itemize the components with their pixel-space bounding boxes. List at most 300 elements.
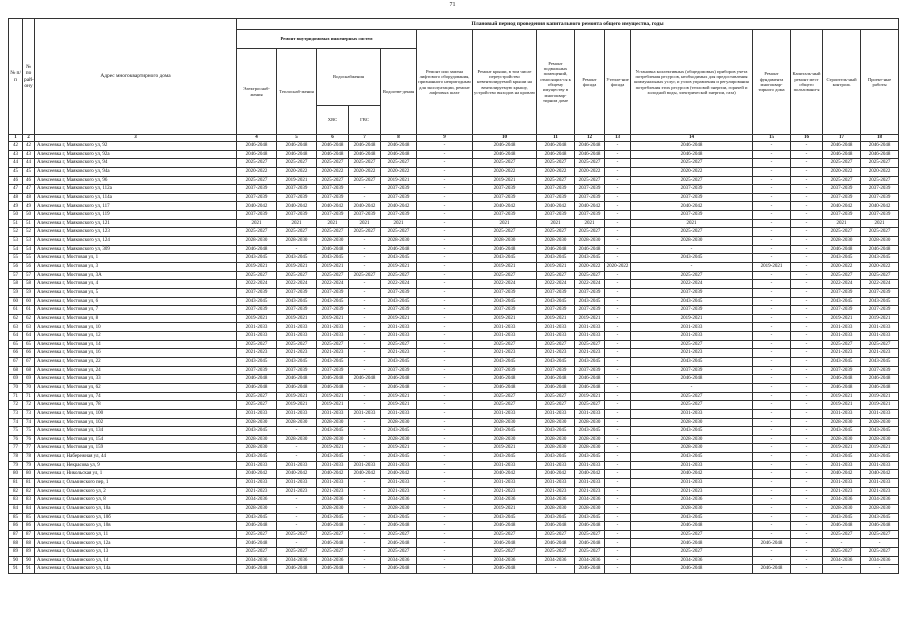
table-row — [9, 297, 899, 306]
table-cell: 2037-2039 — [277, 288, 317, 297]
table-cell: 2037-2039 — [575, 288, 605, 297]
table-cell: 2037-2039 — [381, 288, 417, 297]
table-cell: - — [417, 332, 473, 341]
table-cell: 2028-2030 — [381, 418, 417, 427]
table-cell: - — [791, 478, 823, 487]
header-planned-period: Плановый период проведения капитального ремонта общего имущества, годы — [237, 19, 899, 30]
table-cell: 2028-2030 — [631, 418, 753, 427]
table-cell: 2037-2039 — [317, 211, 349, 220]
table-cell: 2019-2021 — [861, 314, 899, 323]
table-row — [9, 539, 899, 548]
table-cell: 2043-2045 — [861, 427, 899, 436]
table-cell: 2046-2048 — [317, 565, 349, 574]
table-cell: 2031-2033 — [473, 461, 537, 470]
table-cell: 70 — [23, 383, 35, 392]
table-cell: 2019-2021 — [473, 314, 537, 323]
table-cell: 2031-2033 — [861, 409, 899, 418]
address-cell: Алексеевка г, Мостовая ул, 100 — [35, 409, 237, 418]
table-cell: 2043-2045 — [381, 513, 417, 522]
table-cell: 2021 — [349, 219, 381, 228]
table-cell: 2025-2027 — [823, 159, 861, 168]
table-cell: 2037-2039 — [473, 366, 537, 375]
table-cell: 2019-2021 — [317, 444, 349, 453]
table-cell: - — [791, 513, 823, 522]
table-cell: 50 — [9, 211, 23, 220]
table-cell: 2025-2027 — [473, 228, 537, 237]
table-cell: 2043-2045 — [861, 358, 899, 367]
table-cell: 2046-2048 — [237, 375, 277, 384]
table-cell: - — [605, 427, 631, 436]
table-cell: - — [349, 185, 381, 194]
table-cell: 2037-2039 — [237, 288, 277, 297]
table-cell: - — [791, 539, 823, 548]
table-cell: 72 — [23, 401, 35, 410]
table-cell: 2031-2033 — [575, 478, 605, 487]
table-cell: 2031-2033 — [381, 332, 417, 341]
table-cell: - — [753, 271, 791, 280]
table-cell: - — [753, 202, 791, 211]
table-cell: 2046-2048 — [575, 383, 605, 392]
table-row — [9, 202, 899, 211]
table-cell: 2046-2048 — [753, 539, 791, 548]
table-cell: - — [417, 193, 473, 202]
header-meters: Установка коллективных (общедомовых) приборов учета потребления ресурсов, необходимых для предоставления коммунальных услуг, и узлов управления и регулирования потребления этих ресурсов (тепловой энергии, горячей и холодной воды, электрической энергии, газа) — [631, 30, 753, 135]
header-common-areas: Капиталь-ный ремонт мест общего пользовани-я — [791, 30, 823, 135]
header-construction-control: Строитель-ный контроль — [823, 30, 861, 135]
table-cell: 53 — [9, 237, 23, 246]
table-cell: 2046-2048 — [237, 539, 277, 548]
table-cell: - — [417, 340, 473, 349]
table-cell: 2046-2048 — [277, 375, 317, 384]
table-cell: - — [605, 375, 631, 384]
table-cell: - — [791, 167, 823, 176]
table-cell: 2025-2027 — [317, 530, 349, 539]
address-cell: Алексеевка г, Ольминского ул, 11 — [35, 530, 237, 539]
table-cell: 2037-2039 — [575, 211, 605, 220]
table-cell: 79 — [23, 461, 35, 470]
table-cell: 2025-2027 — [631, 392, 753, 401]
table-cell: 2021-2023 — [537, 487, 575, 496]
table-cell: - — [417, 530, 473, 539]
table-cell: 2034-2036 — [237, 496, 277, 505]
table-cell: - — [349, 453, 381, 462]
table-cell: 2022-2024 — [537, 280, 575, 289]
table-cell: 2031-2033 — [277, 461, 317, 470]
table-row — [9, 219, 899, 228]
table-cell: - — [753, 297, 791, 306]
table-cell: 2019-2021 — [473, 176, 537, 185]
table-cell: - — [605, 245, 631, 254]
table-cell: 61 — [9, 306, 23, 315]
table-cell: - — [791, 470, 823, 479]
table-cell: 2040-2042 — [237, 470, 277, 479]
table-row — [9, 375, 899, 384]
table-cell: 2043-2045 — [381, 453, 417, 462]
table-cell: 2046-2048 — [823, 383, 861, 392]
table-cell: 2025-2027 — [861, 548, 899, 557]
table-cell: - — [417, 548, 473, 557]
table-cell: 64 — [9, 332, 23, 341]
table-row — [9, 453, 899, 462]
table-cell: - — [791, 314, 823, 323]
table-cell: 2025-2027 — [537, 340, 575, 349]
table-cell: 2043-2045 — [575, 254, 605, 263]
table-cell: 2025-2027 — [537, 271, 575, 280]
table-cell: 51 — [23, 219, 35, 228]
table-cell: 2028-2030 — [631, 237, 753, 246]
table-cell: - — [791, 150, 823, 159]
table-cell: 2046-2048 — [473, 142, 537, 151]
table-cell: - — [791, 185, 823, 194]
address-cell: Алексеевка г, Ольминского ул, 12а — [35, 539, 237, 548]
table-cell: - — [277, 504, 317, 513]
table-cell: 69 — [23, 375, 35, 384]
table-cell: 2037-2039 — [631, 185, 753, 194]
table-cell: - — [417, 504, 473, 513]
table-cell: - — [605, 193, 631, 202]
table-cell: 2020-2022 — [575, 167, 605, 176]
table-cell: - — [753, 418, 791, 427]
table-cell: 2025-2027 — [381, 271, 417, 280]
table-cell: - — [349, 435, 381, 444]
table-cell: 2043-2045 — [381, 297, 417, 306]
table-cell: 2028-2030 — [537, 418, 575, 427]
table-cell: - — [791, 401, 823, 410]
address-cell: Алексеевка г, Маяковского ул, 92а — [35, 150, 237, 159]
table-cell: 2043-2045 — [237, 358, 277, 367]
table-cell: - — [753, 314, 791, 323]
table-row — [9, 435, 899, 444]
table-cell: 2028-2030 — [823, 435, 861, 444]
table-cell: - — [417, 185, 473, 194]
table-cell: 2019-2021 — [537, 314, 575, 323]
table-cell: 2021-2023 — [861, 487, 899, 496]
column-number: 4 — [237, 135, 277, 142]
table-cell: - — [791, 159, 823, 168]
address-cell: Алексеевка г, Маяковского ул, 114а — [35, 193, 237, 202]
table-cell: - — [277, 245, 317, 254]
table-cell: - — [417, 314, 473, 323]
table-cell: 45 — [9, 167, 23, 176]
table-cell: 2043-2045 — [277, 358, 317, 367]
address-cell: Алексеевка г, Маяковского ул, 119 — [35, 211, 237, 220]
table-cell: 2021-2023 — [631, 487, 753, 496]
table-cell: 2046-2048 — [861, 383, 899, 392]
table-cell: 2025-2027 — [823, 228, 861, 237]
table-cell: - — [791, 504, 823, 513]
table-cell: - — [605, 565, 631, 574]
table-cell: - — [417, 280, 473, 289]
table-cell: 2046-2048 — [473, 383, 537, 392]
table-cell: - — [417, 254, 473, 263]
table-row — [9, 366, 899, 375]
table-cell: - — [349, 504, 381, 513]
table-cell: 2028-2030 — [317, 504, 349, 513]
table-cell: 2022-2024 — [237, 280, 277, 289]
table-cell: 2037-2039 — [381, 193, 417, 202]
table-cell: 2037-2039 — [473, 193, 537, 202]
table-cell: 2046-2048 — [237, 383, 277, 392]
table-cell: 82 — [23, 487, 35, 496]
table-cell: 2025-2027 — [631, 271, 753, 280]
table-cell: 2021-2023 — [277, 349, 317, 358]
table-cell: 2034-2036 — [575, 496, 605, 505]
address-cell: Алексеевка г, Ольминского ул, 2 — [35, 487, 237, 496]
table-cell: 2025-2027 — [473, 548, 537, 557]
table-cell: - — [791, 530, 823, 539]
table-row — [9, 288, 899, 297]
header-region-number: № по рай-ону — [23, 19, 35, 135]
header-heating: Теплоснаб-жения — [277, 49, 317, 135]
table-cell: 2028-2030 — [473, 418, 537, 427]
table-cell: 2037-2039 — [381, 366, 417, 375]
table-cell: 2025-2027 — [473, 401, 537, 410]
table-cell: 2028-2030 — [575, 418, 605, 427]
table-cell: - — [753, 478, 791, 487]
table-cell: 89 — [23, 548, 35, 557]
table-cell: 2040-2042 — [473, 470, 537, 479]
table-row — [9, 271, 899, 280]
table-cell: 2025-2027 — [237, 401, 277, 410]
table-row — [9, 150, 899, 159]
table-cell: 2043-2045 — [317, 297, 349, 306]
table-cell: - — [753, 504, 791, 513]
table-cell: - — [753, 513, 791, 522]
table-cell: 2037-2039 — [575, 185, 605, 194]
table-cell: 2028-2030 — [537, 444, 575, 453]
table-cell: 47 — [23, 185, 35, 194]
table-cell: - — [349, 522, 381, 531]
table-cell: 2025-2027 — [317, 548, 349, 557]
table-cell: - — [753, 522, 791, 531]
table-row — [9, 496, 899, 505]
table-cell: 2037-2039 — [823, 185, 861, 194]
table-cell: - — [791, 461, 823, 470]
table-cell: 2046-2048 — [317, 142, 349, 151]
header-electricity: Электроснаб-жения — [237, 49, 277, 135]
table-cell: 2021-2023 — [237, 487, 277, 496]
table-cell: 2043-2045 — [473, 254, 537, 263]
table-cell: 90 — [23, 556, 35, 565]
table-cell: 2046-2048 — [473, 522, 537, 531]
table-cell: - — [753, 167, 791, 176]
table-cell: 2046-2048 — [575, 150, 605, 159]
table-cell: 81 — [9, 478, 23, 487]
table-cell: 2019-2021 — [277, 314, 317, 323]
table-cell: 2043-2045 — [575, 453, 605, 462]
table-cell: 71 — [9, 392, 23, 401]
table-cell: 2037-2039 — [823, 193, 861, 202]
table-cell: - — [753, 245, 791, 254]
address-cell: Алексеевка г, Ольминского ул, 14а — [35, 565, 237, 574]
table-cell: 2020-2022 — [631, 167, 753, 176]
table-cell: 2031-2033 — [631, 323, 753, 332]
table-cell: 2031-2033 — [277, 409, 317, 418]
table-cell: 2037-2039 — [823, 366, 861, 375]
table-cell: 2037-2039 — [237, 211, 277, 220]
table-cell: 2021-2023 — [537, 349, 575, 358]
table-cell: 68 — [9, 366, 23, 375]
table-cell: - — [349, 297, 381, 306]
table-cell: 60 — [23, 297, 35, 306]
table-cell: 2031-2033 — [381, 461, 417, 470]
table-cell: 2034-2036 — [861, 496, 899, 505]
table-cell: - — [349, 444, 381, 453]
table-cell: 63 — [23, 323, 35, 332]
table-cell: 52 — [23, 228, 35, 237]
table-cell: 2025-2027 — [823, 340, 861, 349]
table-cell: 2019-2021 — [237, 262, 277, 271]
table-cell: - — [605, 159, 631, 168]
table-cell: 80 — [23, 470, 35, 479]
table-cell: 2040-2042 — [631, 202, 753, 211]
table-cell: - — [791, 332, 823, 341]
table-cell: 2043-2045 — [631, 453, 753, 462]
table-cell: 2037-2039 — [317, 288, 349, 297]
table-cell: 2028-2030 — [823, 418, 861, 427]
table-cell: 2022-2024 — [317, 280, 349, 289]
table-cell: 2021-2023 — [277, 487, 317, 496]
table-cell: - — [349, 427, 381, 436]
table-cell: 2037-2039 — [631, 366, 753, 375]
table-cell: 2034-2036 — [823, 556, 861, 565]
table-cell: 2025-2027 — [317, 159, 349, 168]
table-row — [9, 358, 899, 367]
table-row — [9, 323, 899, 332]
table-cell: 2034-2036 — [823, 496, 861, 505]
table-cell: 2019-2021 — [317, 401, 349, 410]
table-cell: 2043-2045 — [237, 254, 277, 263]
table-cell: 2040-2042 — [237, 202, 277, 211]
table-cell: - — [753, 349, 791, 358]
table-cell: - — [417, 150, 473, 159]
table-cell: - — [417, 383, 473, 392]
table-cell: - — [349, 323, 381, 332]
table-cell: 42 — [9, 142, 23, 151]
table-cell: 2043-2045 — [537, 513, 575, 522]
table-cell: 2025-2027 — [575, 176, 605, 185]
table-cell: 2043-2045 — [537, 427, 575, 436]
table-cell: 2019-2021 — [823, 392, 861, 401]
table-cell: 43 — [9, 150, 23, 159]
table-cell: - — [349, 237, 381, 246]
table-cell: 2046-2048 — [277, 142, 317, 151]
table-cell: 2046-2048 — [537, 375, 575, 384]
table-cell: - — [417, 401, 473, 410]
table-row — [9, 262, 899, 271]
table-cell: - — [349, 418, 381, 427]
table-cell: 2020-2022 — [381, 167, 417, 176]
table-cell: 2046-2048 — [317, 539, 349, 548]
table-cell: - — [277, 496, 317, 505]
address-cell: Алексеевка г, Маяковского ул, 94 — [35, 159, 237, 168]
table-cell: 2031-2033 — [349, 461, 381, 470]
table-cell: 2037-2039 — [473, 185, 537, 194]
table-cell: 2025-2027 — [861, 228, 899, 237]
table-cell: 2037-2039 — [575, 306, 605, 315]
table-body — [9, 142, 899, 574]
table-cell: 2040-2042 — [381, 202, 417, 211]
column-number: 16 — [791, 135, 823, 142]
table-cell: 2046-2048 — [473, 375, 537, 384]
table-cell: 2020-2022 — [237, 167, 277, 176]
table-cell: - — [349, 340, 381, 349]
header-water-supply: Водоснабжения — [317, 49, 381, 106]
table-cell: 44 — [23, 159, 35, 168]
table-cell: - — [753, 176, 791, 185]
column-number: 3 — [35, 135, 237, 142]
table-cell: 2021-2023 — [473, 349, 537, 358]
column-number: 17 — [823, 135, 861, 142]
table-cell: 76 — [23, 435, 35, 444]
table-cell: 2021 — [823, 219, 861, 228]
table-cell: 2046-2048 — [631, 375, 753, 384]
table-cell: 2028-2030 — [277, 418, 317, 427]
table-cell: 2037-2039 — [861, 193, 899, 202]
table-cell: 2021-2023 — [317, 487, 349, 496]
table-cell: 2046-2048 — [575, 565, 605, 574]
table-cell: - — [753, 470, 791, 479]
table-cell: 59 — [23, 288, 35, 297]
table-cell: - — [605, 280, 631, 289]
table-cell: 2021-2023 — [575, 349, 605, 358]
table-cell: 2043-2045 — [537, 254, 575, 263]
table-cell: 2037-2039 — [381, 306, 417, 315]
table-cell: 76 — [9, 435, 23, 444]
table-cell: 2019-2021 — [861, 401, 899, 410]
table-cell: 2037-2039 — [381, 211, 417, 220]
table-cell: - — [753, 193, 791, 202]
table-cell: 2043-2045 — [861, 453, 899, 462]
column-number: 6 — [317, 135, 349, 142]
table-cell: - — [791, 228, 823, 237]
capital-repair-schedule-table — [8, 18, 899, 574]
table-row — [9, 176, 899, 185]
table-cell: - — [753, 530, 791, 539]
address-cell: Алексеевка г, Мостовая ул, 8 — [35, 314, 237, 323]
table-cell: - — [791, 375, 823, 384]
table-cell: 2037-2039 — [537, 211, 575, 220]
table-cell: 2028-2030 — [317, 435, 349, 444]
table-cell: 2043-2045 — [537, 453, 575, 462]
table-cell: - — [605, 202, 631, 211]
table-cell: 2025-2027 — [277, 340, 317, 349]
table-cell: 47 — [9, 185, 23, 194]
address-cell: Алексеевка г, Маяковского ул, 117 — [35, 202, 237, 211]
table-cell: 2025-2027 — [861, 159, 899, 168]
table-cell: - — [417, 478, 473, 487]
table-cell: 51 — [9, 219, 23, 228]
table-cell: - — [791, 288, 823, 297]
table-cell: - — [753, 375, 791, 384]
table-cell: 2043-2045 — [237, 297, 277, 306]
table-cell: 2046-2048 — [237, 142, 277, 151]
table-cell: - — [605, 496, 631, 505]
table-cell: 2025-2027 — [537, 530, 575, 539]
table-cell: 2046-2048 — [823, 150, 861, 159]
table-cell: 2028-2030 — [537, 237, 575, 246]
table-cell: - — [417, 409, 473, 418]
table-cell: 67 — [23, 358, 35, 367]
table-cell: - — [605, 504, 631, 513]
address-cell: Алексеевка г, Мостовая ул, 4 — [35, 280, 237, 289]
table-cell: 2046-2048 — [317, 150, 349, 159]
table-cell: 2046-2048 — [631, 522, 753, 531]
table-row — [9, 193, 899, 202]
table-cell: - — [753, 323, 791, 332]
table-cell: 2046-2048 — [349, 375, 381, 384]
table-cell: 2046-2048 — [631, 142, 753, 151]
